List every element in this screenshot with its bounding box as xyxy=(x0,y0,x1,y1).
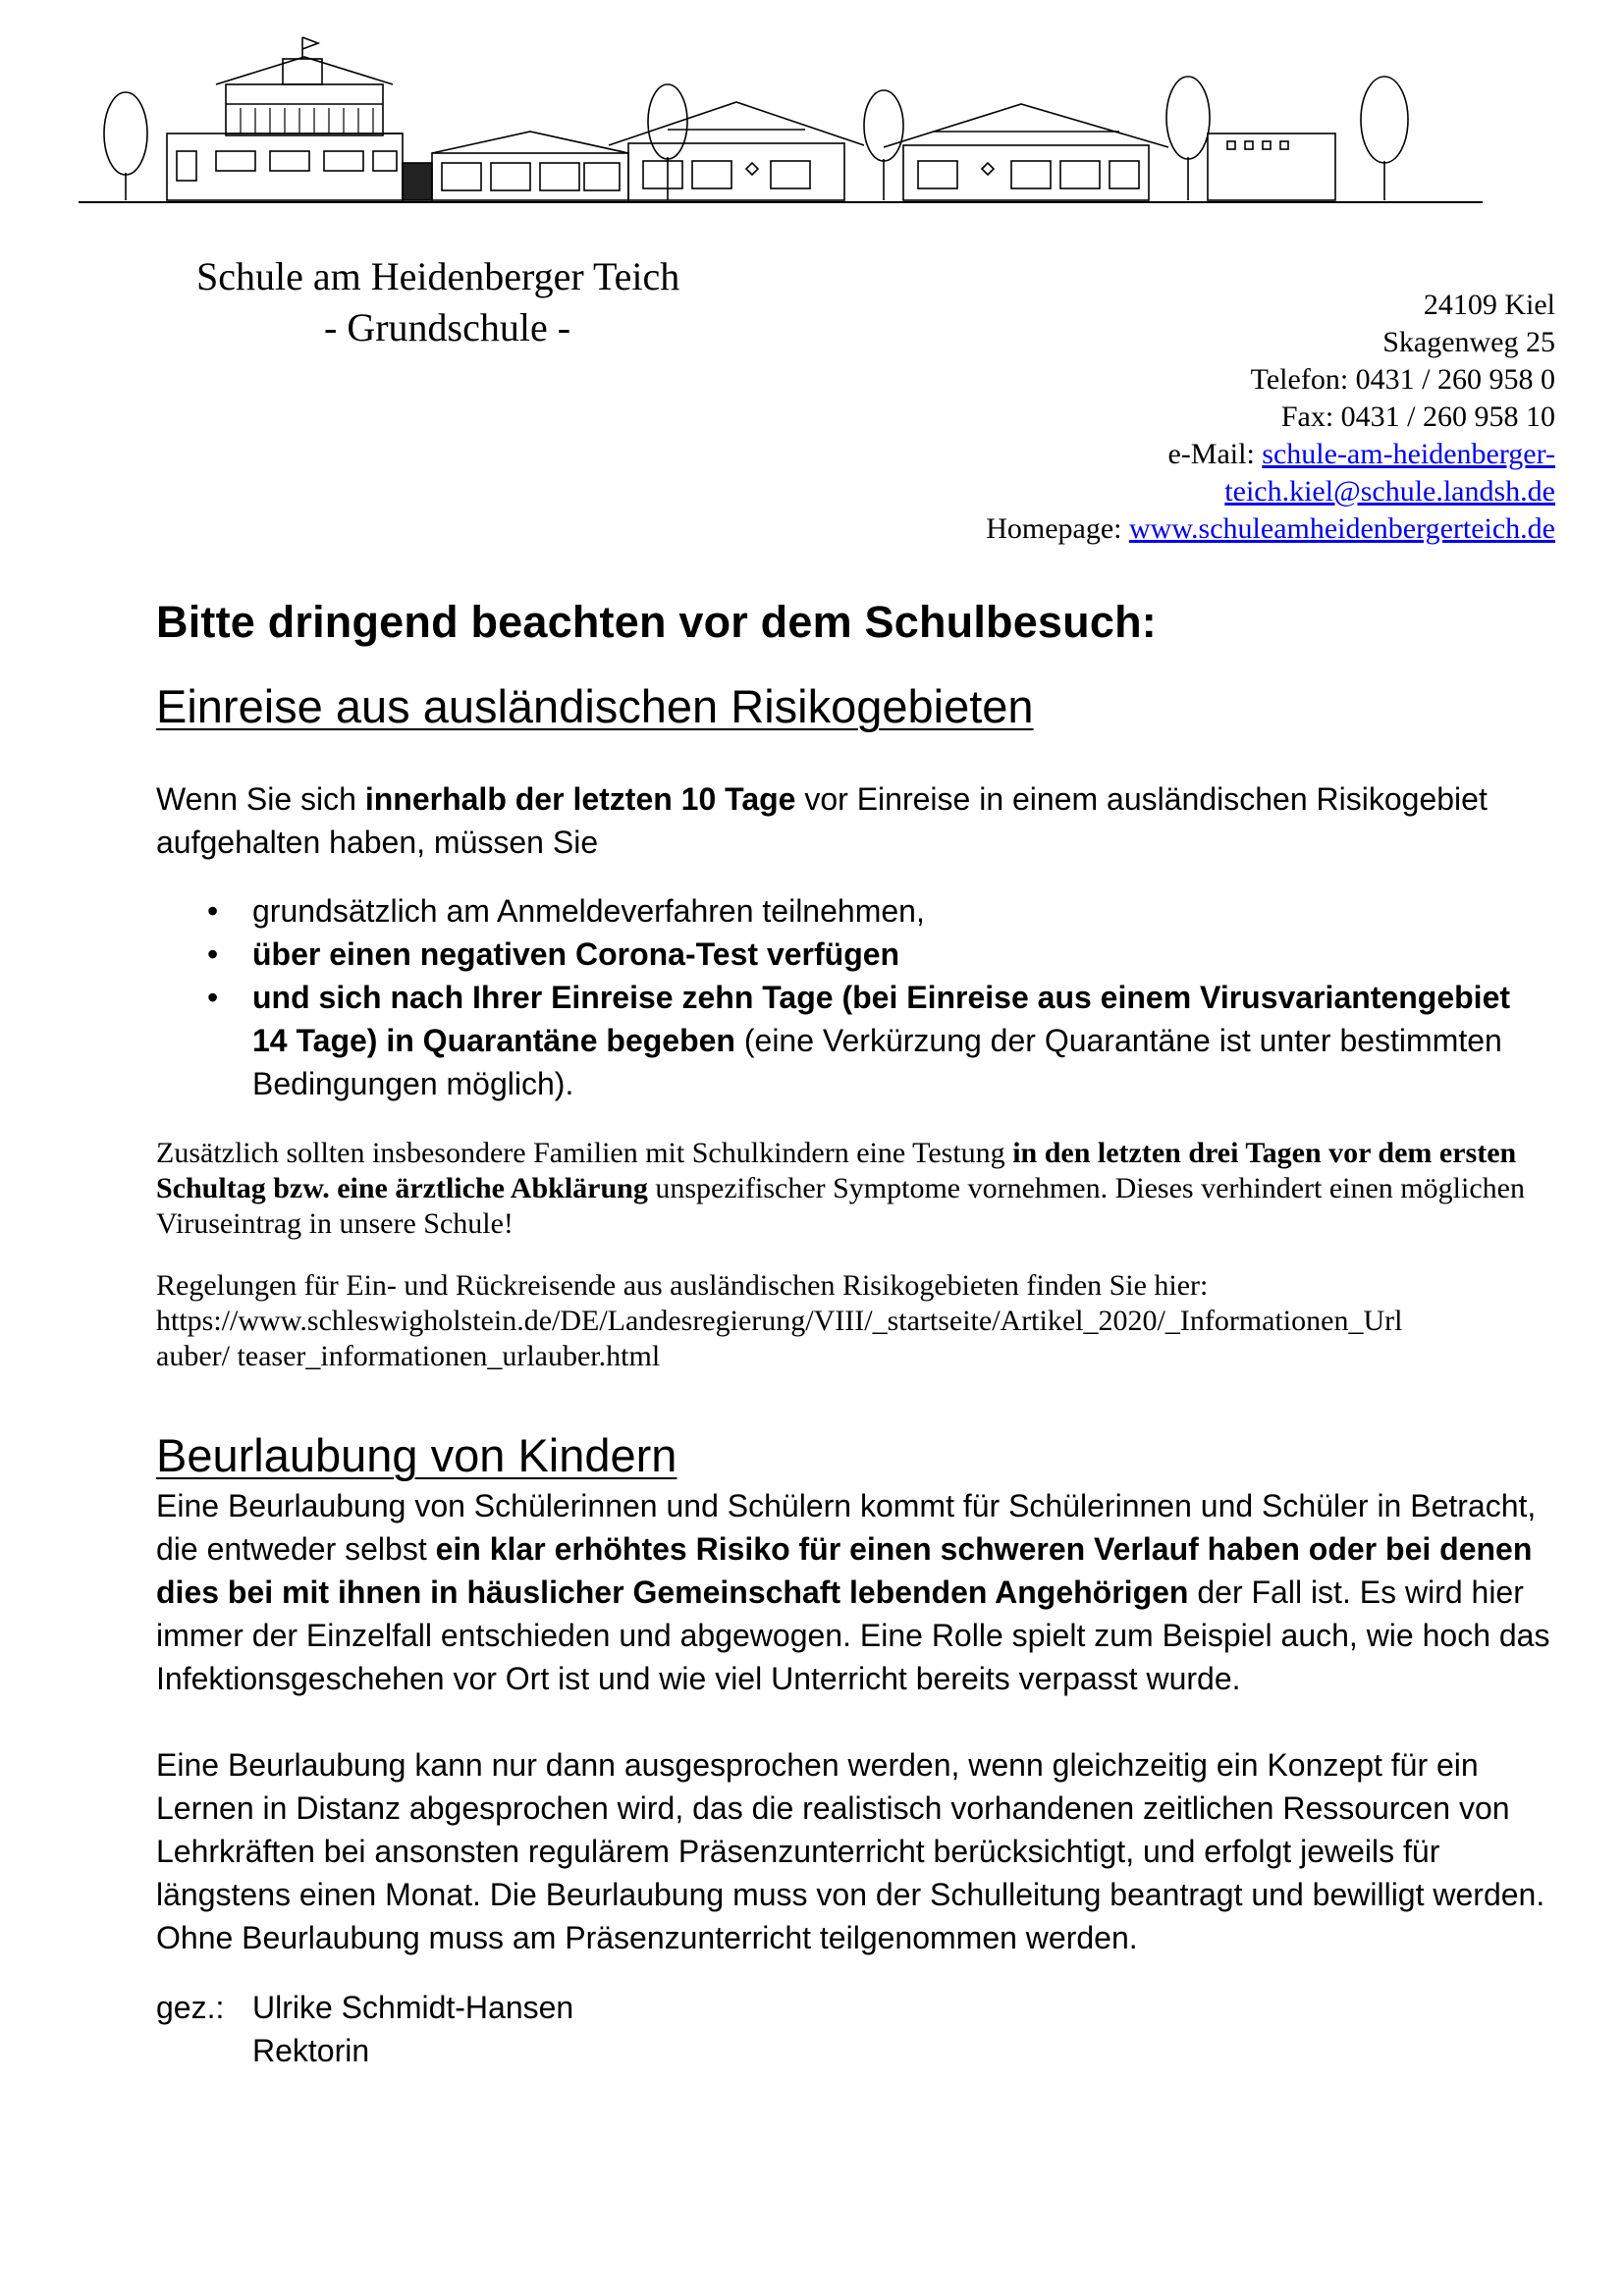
intro-text-bold: innerhalb der letzten 10 Tage xyxy=(364,781,796,817)
contact-email-row xyxy=(986,436,1555,473)
school-name-block xyxy=(196,251,679,353)
einreise-intro xyxy=(156,777,1550,864)
regulations-info xyxy=(156,1268,1570,1374)
beurlaubung-text-c: der Fall ist. Es wird hier immer der Einzelfall entschieden und abgewogen. Eine Rolle spielt zum Beispiel auch, wie hoch das Infektionsgeschehen vor Ort ist und wie viel Unterricht bereits verpasst wurde. xyxy=(156,1575,1550,1696)
list-item xyxy=(156,976,1550,1105)
testing-recommendation xyxy=(156,1136,1570,1242)
list-item xyxy=(156,933,1550,976)
list-item-text: über einen negativen Corona-Test verfügen xyxy=(252,936,900,972)
list-item-text: (eine Verkürzung der Quarantäne ist unter bestimmten Bedingungen möglich). xyxy=(252,1023,1502,1101)
einreise-requirements-list xyxy=(156,889,1550,1105)
contact-street: Skagenweg 25 xyxy=(1382,326,1555,358)
beurlaubung-paragraph-1 xyxy=(156,1484,1550,1700)
school-name: Schule am Heidenberger Teich xyxy=(196,254,680,298)
contact-city: 24109 Kiel xyxy=(1423,289,1555,321)
signer-name: Ulrike Schmidt-Hansen xyxy=(252,1990,574,2025)
bullet-icon: • xyxy=(207,936,219,972)
signature-row xyxy=(156,1986,573,2029)
testing-text-a: Zusätzlich sollten insbesondere Familien mit Schulkindern eine Testung xyxy=(156,1137,1013,1169)
contact-homepage-row xyxy=(986,510,1555,548)
signer-title: Rektorin xyxy=(252,2033,370,2068)
email-label: e-Mail: xyxy=(1167,438,1255,470)
list-item-text: grundsätzlich am Anmeldeverfahren teilnehmen, xyxy=(252,893,925,929)
tree-icon xyxy=(1166,77,1210,200)
signature-label: gez.: xyxy=(156,1990,225,2025)
tree-icon xyxy=(864,90,903,200)
school-building-drawing xyxy=(79,35,1483,207)
contact-block xyxy=(986,287,1555,548)
contact-email-row-2 xyxy=(986,473,1555,510)
signature-block xyxy=(156,1986,573,2072)
tree-icon xyxy=(1361,77,1408,200)
email-link-part1[interactable]: schule-am-heidenberger- xyxy=(1262,438,1555,470)
school-type: - Grundschule - xyxy=(324,305,571,349)
contact-fax: Fax: 0431 / 260 958 10 xyxy=(1280,400,1555,433)
bullet-icon: • xyxy=(207,980,219,1015)
tree-icon xyxy=(648,84,687,200)
list-item xyxy=(156,889,1550,933)
beurlaubung-paragraph-2: Eine Beurlaubung kann nur dann ausgesprochen werden, wenn gleichzeitig ein Konzept für ein Lernen in Distanz abgesprochen wird, das die realistisch vorhandenen zeitlichen Ressourcen von Lehrkräften bei ansonsten regulärem Präsenzunterricht berücksichtigt, und erfolgt jeweils für längstens einen Monat. Die Beurlaubung muss von der Schulleitung beantragt und bewilligt werden. Ohne Beurlaubung muss am Präsenzunterricht teilgenommen werden. xyxy=(156,1747,1545,1955)
email-link-part2[interactable]: teich.kiel@schule.landsh.de xyxy=(1224,475,1555,507)
contact-phone: Telefon: 0431 / 260 958 0 xyxy=(1250,363,1555,396)
testing-text-bold: in den letzten drei Tagen vor dem ersten Schultag bzw. eine ärztliche Abklärung xyxy=(156,1137,1517,1204)
beurlaubung-text-a: Eine Beurlaubung von Schülerinnen und Schülern kommt für Schülerinnen und Schüler in Betracht, die entweder selbst xyxy=(156,1488,1537,1567)
section-heading-beurlaubung: Beurlaubung von Kindern xyxy=(156,1429,677,1481)
tree-icon xyxy=(104,92,147,200)
intro-text-a: Wenn Sie sich xyxy=(156,781,365,817)
regulations-url-line1: https://www.schleswigholstein.de/DE/Landesregierung/VIII/_startseite/Artikel_2020/_Informationen_Url xyxy=(156,1305,1403,1337)
homepage-link[interactable]: www.schuleamheidenbergerteich.de xyxy=(1129,512,1555,545)
regulations-url-line2: auber/ teaser_informationen_urlauber.html xyxy=(156,1340,661,1372)
intro-text-c: vor Einreise in einem ausländischen Risikogebiet aufgehalten haben, müssen Sie xyxy=(156,781,1488,860)
section-heading-einreise: Einreise aus ausländischen Risikogebieten xyxy=(156,680,1034,732)
bullet-icon: • xyxy=(207,893,219,929)
regulations-text: Regelungen für Ein- und Rückreisende aus ausländischen Risikogebieten finden Sie hier: xyxy=(156,1269,1209,1302)
beurlaubung-text-bold: ein klar erhöhtes Risiko für einen schweren Verlauf haben oder bei denen dies bei mit ihnen in häuslicher Gemeinschaft lebenden Angehörigen xyxy=(156,1531,1533,1610)
main-heading: Bitte dringend beachten vor dem Schulbesuch: xyxy=(156,597,1157,647)
list-item-text-bold: und sich nach Ihrer Einreise zehn Tage (bei Einreise aus einem Virusvariantengebiet 14 Tage) in Quarantäne begeben xyxy=(252,980,1511,1058)
testing-text-c: unspezifischer Symptome vornehmen. Dieses verhindert einen möglichen Viruseintrag in unsere Schule! xyxy=(156,1172,1525,1240)
homepage-label: Homepage: xyxy=(986,512,1122,545)
